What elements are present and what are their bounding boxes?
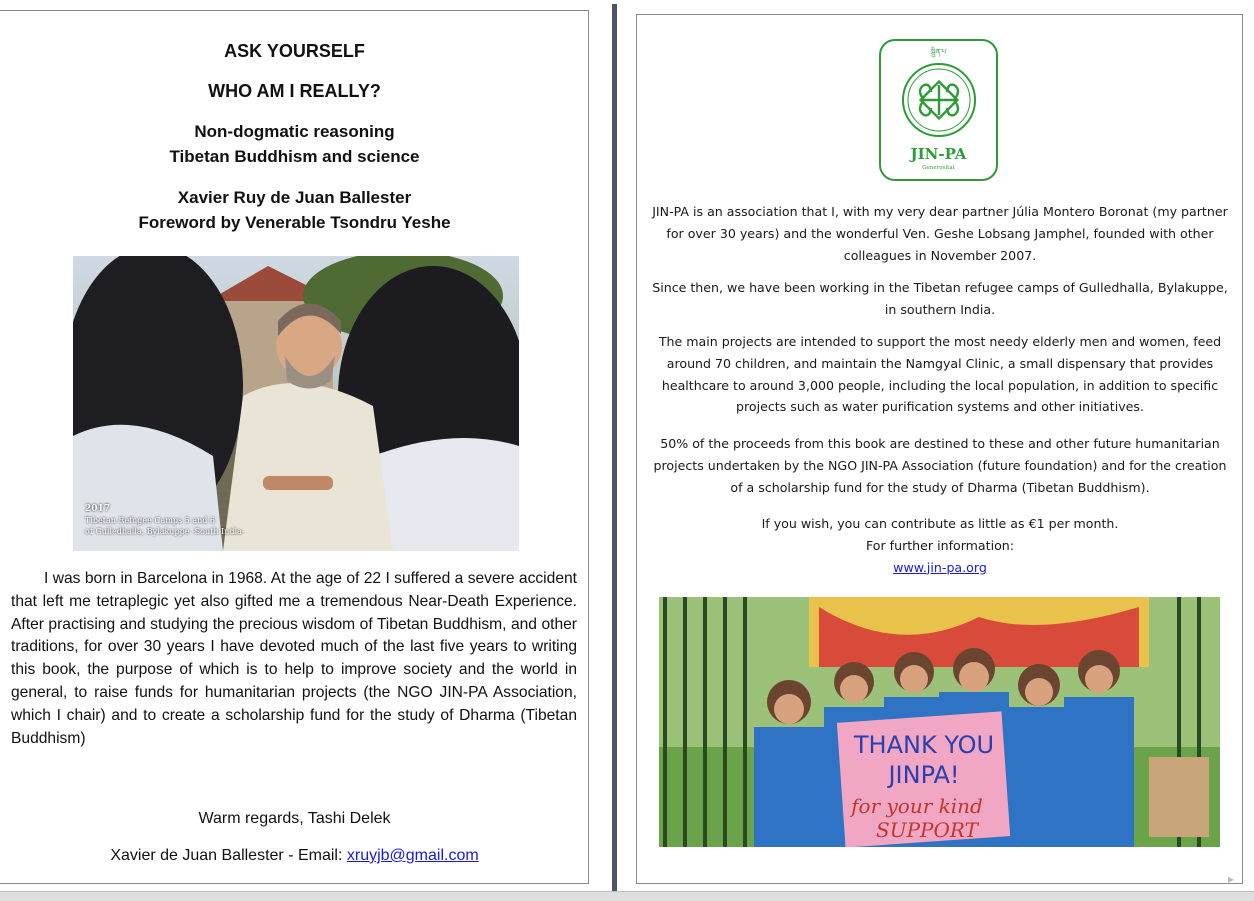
foreword-credit: Foreword by Venerable Tsondru Yeshe — [138, 213, 451, 232]
photo-illustration-children — [659, 597, 1220, 847]
children-thank-you-photo — [659, 597, 1220, 847]
book-title-line1: ASK YOURSELF — [224, 41, 365, 61]
book-title-line2: WHO AM I REALLY? — [208, 81, 381, 101]
contact-prefix: Xavier de Juan Ballester - Email: — [110, 847, 347, 864]
contribute-text: If you wish, you can contribute as little as €1 per month. — [761, 516, 1119, 531]
photo-caption-year: 2017 — [85, 504, 111, 514]
bottom-scroll-strip — [0, 891, 1254, 901]
logo-name: JIN-PA — [910, 145, 967, 163]
contribution-block — [651, 513, 1229, 578]
website-link[interactable]: www.jin-pa.org — [893, 559, 987, 575]
logo-subtitle: Generositat — [922, 165, 955, 171]
association-intro: JIN-PA is an association that I, with my very dear partner Júlia Montero Boronat (my partner for over 30 years) and the wonderful Ven. Geshe Lobsang Jamphel, founded with other colleagues in November 2007. — [652, 204, 1228, 263]
subtitle-line2: Tibetan Buddhism and science — [169, 147, 420, 166]
endless-knot-icon — [900, 57, 978, 143]
subtitle-line1: Non-dogmatic reasoning — [194, 122, 395, 141]
contact-line — [0, 845, 589, 867]
email-link[interactable]: xruyjb@gmail.com — [346, 847, 479, 864]
banner-line4: SUPPORT — [876, 818, 978, 842]
camps-paragraph: Since then, we have been working in the Tibetan refugee camps of Gulledhalla, Bylakuppe, in southern India. — [652, 280, 1228, 317]
proceeds-paragraph: 50% of the proceeds from this book are destined to these and other future humanitarian projects undertaken by the NGO JIN-PA Association (future foundation) and for the creation of a scholarship fund for the study of Dharma (Tibetan Buddhism). — [653, 436, 1227, 495]
author-bio: I was born in Barcelona in 1968. At the age of 22 I suffered a severe accident that left me tetraplegic yet also gifted me a tremendous Near-Death Experience. After practising and studying the precious wisdom of Tibetan Buddhism, and other traditions, for over 30 years I have devoted much of the last five years to writing this book, the purpose of which is to help to improve society and the world in general, to raise funds for humanitarian projects (the NGO JIN-PA Association, which I chair) and to create a scholarship fund for the study of Dharma (Tibetan Buddhism) — [11, 570, 577, 747]
left-page — [0, 10, 589, 884]
right-page — [636, 14, 1243, 884]
further-info-label: For further information: — [865, 537, 1015, 553]
author-teaching-photo — [73, 256, 519, 551]
photo-caption-line2: of Gulledhalla, Bylakuppe -South India- — [85, 527, 245, 536]
banner-line2: JINPA! — [888, 761, 960, 789]
banner-line3: for your kind — [851, 794, 983, 818]
photo-caption-line1: Tibetan Refugee Camps 5 and 6 — [85, 516, 215, 525]
jinpa-logo — [879, 39, 998, 181]
page-corner-icon: ▸ — [1228, 872, 1235, 886]
logo-tibetan-text: སྦྱིན་པ — [930, 48, 947, 56]
closing-regards: Warm regards, Tashi Delek — [198, 810, 391, 827]
author-block — [0, 185, 589, 235]
photo-caption — [85, 504, 245, 537]
projects-paragraph: The main projects are intended to support the most needy elderly men and women, feed around 70 children, and maintain the Namgyal Clinic, a small dispensary that provides healthcare to around 3,000 people, including the local population, in addition to specific projects such as water purification systems and other initiatives. — [658, 334, 1222, 415]
page-divider — [612, 4, 617, 901]
banner-line1: THANK YOU — [853, 731, 995, 759]
author-name: Xavier Ruy de Juan Ballester — [177, 188, 412, 207]
book-subtitle — [0, 119, 589, 169]
